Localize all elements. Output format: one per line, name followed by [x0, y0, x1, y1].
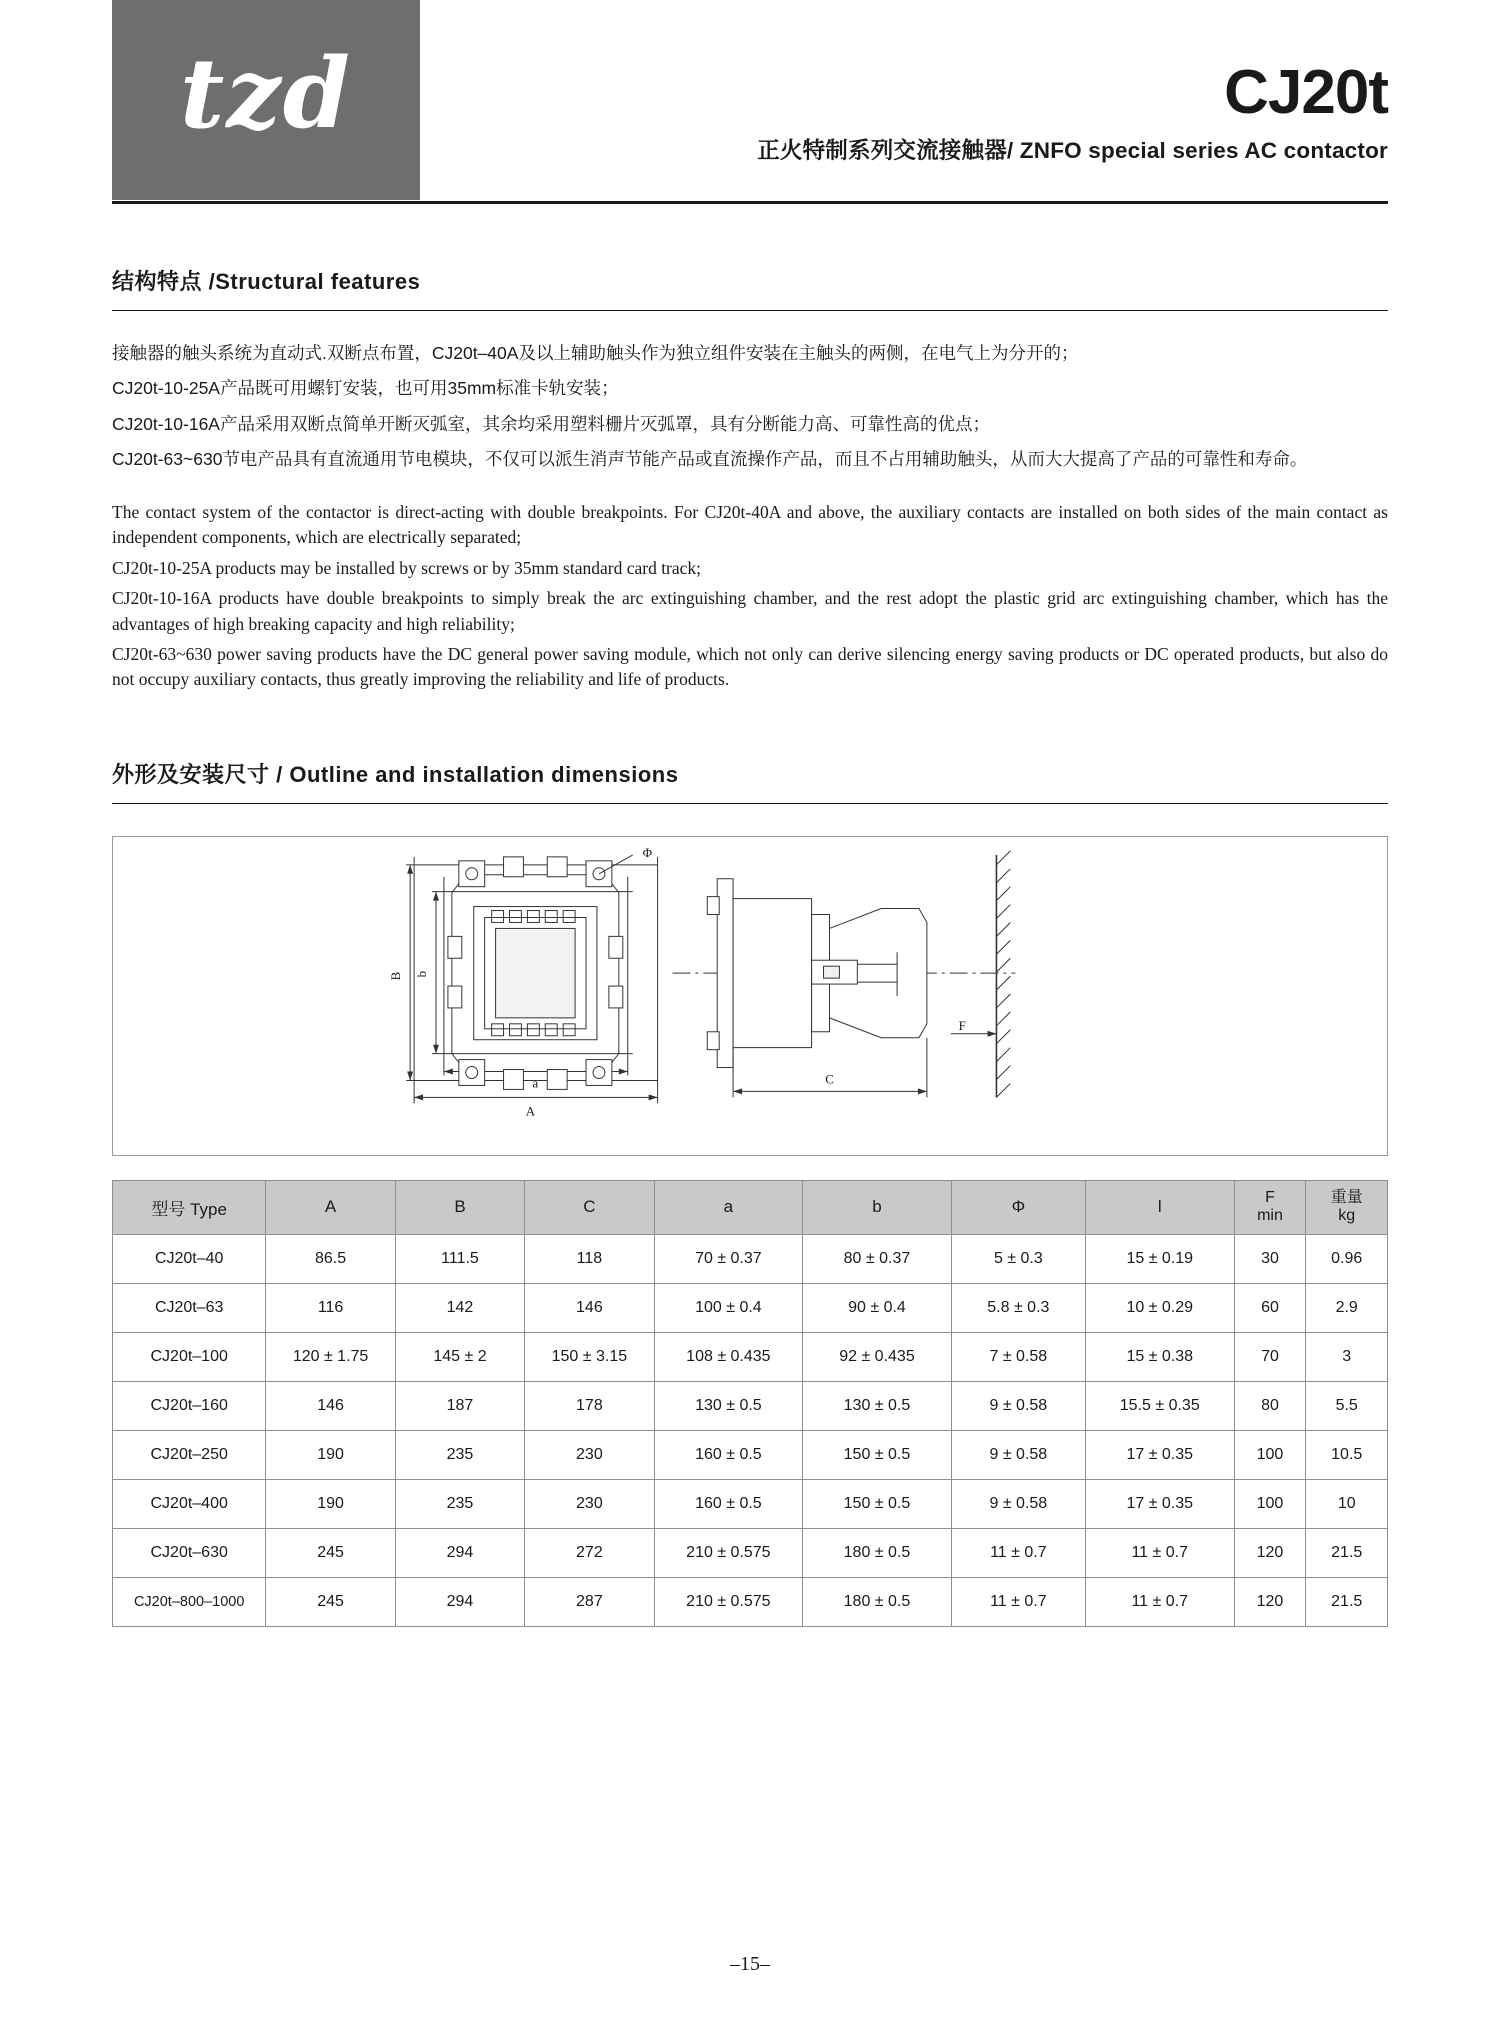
cell-phi: 11 ± 0.7: [951, 1528, 1085, 1577]
cell-B: 142: [395, 1283, 524, 1332]
header-f-min: [1234, 1180, 1306, 1234]
cell-a: 160 ± 0.5: [654, 1430, 803, 1479]
cell-b: 150 ± 0.5: [803, 1479, 952, 1528]
cell-type: CJ20t–400: [113, 1479, 266, 1528]
cell-C: 272: [525, 1528, 654, 1577]
cell-phi: 7 ± 0.58: [951, 1332, 1085, 1381]
label-B: B: [388, 971, 404, 981]
cell-B: 294: [395, 1528, 524, 1577]
product-subtitle: 正火特制系列交流接触器/ ZNFO special series AC contactor: [757, 138, 1388, 164]
cell-C: 230: [525, 1430, 654, 1479]
cell-phi: 5 ± 0.3: [951, 1234, 1085, 1283]
cn-paragraph: CJ20t-63~630节电产品具有直流通用节电模块，不仅可以派生消声节能产品或直流操作产品，而且不占用辅助触头，从而大大提高了产品的可靠性和寿命。: [112, 448, 1308, 469]
page-number: –15–: [730, 1953, 770, 1975]
cn-paragraph: 接触器的触头系统为直动式.双断点布置，CJ20t–40A及以上辅助触头作为独立组件安装在主触头的两侧，在电气上为分开的；: [112, 343, 1079, 363]
cell-type: CJ20t–160: [113, 1381, 266, 1430]
cell-B: 235: [395, 1479, 524, 1528]
cell-l: 11 ± 0.7: [1085, 1528, 1234, 1577]
header-a: a: [654, 1180, 803, 1234]
cell-C: 287: [525, 1577, 654, 1626]
cell-C: 146: [525, 1283, 654, 1332]
header-C: C: [525, 1180, 654, 1234]
header-b: b: [803, 1180, 952, 1234]
structural-features-divider: [112, 310, 1388, 311]
cell-phi: 11 ± 0.7: [951, 1577, 1085, 1626]
cell-b: 130 ± 0.5: [803, 1381, 952, 1430]
brand-logo-block: [112, 0, 420, 200]
header-weight: [1306, 1180, 1388, 1234]
outline-dimensions-section: [112, 698, 1388, 804]
header-type: 型号 Type: [113, 1180, 266, 1234]
cell-type: CJ20t–250: [113, 1430, 266, 1479]
header-title-group: [757, 60, 1388, 165]
cell-weight: 5.5: [1306, 1381, 1388, 1430]
header-f-line2: min: [1257, 1207, 1283, 1225]
cell-A: 116: [266, 1283, 395, 1332]
cell-fmin: 70: [1234, 1332, 1306, 1381]
table-row: [113, 1430, 1388, 1479]
cell-B: 187: [395, 1381, 524, 1430]
brand-logo-text: tzd: [180, 37, 352, 150]
cell-weight: 21.5: [1306, 1577, 1388, 1626]
cell-weight: 0.96: [1306, 1234, 1388, 1283]
header-B: B: [395, 1180, 524, 1234]
cell-phi: 5.8 ± 0.3: [951, 1283, 1085, 1332]
table-row: [113, 1528, 1388, 1577]
cell-b: 150 ± 0.5: [803, 1430, 952, 1479]
cell-l: 11 ± 0.7: [1085, 1577, 1234, 1626]
table-row: [113, 1332, 1388, 1381]
cell-weight: 10.5: [1306, 1430, 1388, 1479]
cell-A: 245: [266, 1577, 395, 1626]
cell-fmin: 80: [1234, 1381, 1306, 1430]
cn-paragraph: CJ20t-10-16A产品采用双断点简单开断灭弧室，其余均采用塑料栅片灭弧罩，具有分断能力高、可靠性高的优点；: [112, 413, 990, 434]
cell-type: CJ20t–40: [113, 1234, 266, 1283]
structural-features-section: [112, 205, 1388, 693]
cell-weight: 10: [1306, 1479, 1388, 1528]
label-A: A: [525, 1102, 536, 1118]
table-row: [113, 1479, 1388, 1528]
label-F: F: [958, 1017, 966, 1033]
cell-weight: 2.9: [1306, 1283, 1388, 1332]
cell-A: 190: [266, 1430, 395, 1479]
cell-C: 230: [525, 1479, 654, 1528]
dimension-table-head: [113, 1180, 1388, 1234]
cell-l: 17 ± 0.35: [1085, 1479, 1234, 1528]
cell-A: 86.5: [266, 1234, 395, 1283]
page-header: [0, 0, 1500, 205]
table-header-row: [113, 1180, 1388, 1234]
label-phi: Φ: [642, 844, 653, 860]
contactor-outline-drawing: [113, 837, 1387, 1155]
cell-l: 10 ± 0.29: [1085, 1283, 1234, 1332]
label-a: a: [532, 1075, 539, 1091]
cell-a: 108 ± 0.435: [654, 1332, 803, 1381]
structural-features-title: 结构特点 /Structural features: [112, 269, 421, 294]
cell-l: 15 ± 0.19: [1085, 1234, 1234, 1283]
cn-paragraph: CJ20t-10-25A产品既可用螺钉安装，也可用35mm标准卡轨安装；: [112, 378, 619, 399]
cell-l: 15 ± 0.38: [1085, 1332, 1234, 1381]
cell-a: 70 ± 0.37: [654, 1234, 803, 1283]
cell-b: 80 ± 0.37: [803, 1234, 952, 1283]
cell-phi: 9 ± 0.58: [951, 1381, 1085, 1430]
cell-l: 17 ± 0.35: [1085, 1430, 1234, 1479]
structural-features-chinese-body: [112, 337, 1388, 476]
header-phi: Φ: [951, 1180, 1085, 1234]
en-paragraph: CJ20t-10-16A products have double breakpoints to simply break the arc extinguishing chamber, and the rest adopt the plastic grid arc extinguishing chamber, which has the advantages of high breaking capacity and high reliability;: [112, 588, 1388, 634]
outline-dimensions-title: 外形及安装尺寸 / Outline and installation dimensions: [112, 761, 679, 787]
en-paragraph: The contact system of the contactor is direct-acting with double breakpoints. For CJ20t-40A and above, the auxiliary contacts are installed on both sides of the main contact as independent components, which are electrically separated;: [112, 502, 1388, 548]
cell-C: 150 ± 3.15: [525, 1332, 654, 1381]
cell-A: 190: [266, 1479, 395, 1528]
cell-fmin: 120: [1234, 1577, 1306, 1626]
cell-A: 120 ± 1.75: [266, 1332, 395, 1381]
cell-fmin: 30: [1234, 1234, 1306, 1283]
cell-B: 235: [395, 1430, 524, 1479]
header-f-line1: F: [1265, 1188, 1275, 1206]
cell-a: 130 ± 0.5: [654, 1381, 803, 1430]
cell-a: 160 ± 0.5: [654, 1479, 803, 1528]
cell-C: 178: [525, 1381, 654, 1430]
cell-type: CJ20t–630: [113, 1528, 266, 1577]
table-row: [113, 1381, 1388, 1430]
en-paragraph: CJ20t-10-25A products may be installed by screws or by 35mm standard card track;: [112, 557, 702, 578]
dimension-table: [112, 1180, 1388, 1627]
cell-type: CJ20t–800–1000: [113, 1577, 266, 1626]
cell-a: 210 ± 0.575: [654, 1577, 803, 1626]
cell-fmin: 100: [1234, 1479, 1306, 1528]
dimension-table-body: [113, 1234, 1388, 1626]
header-divider: [112, 201, 1388, 204]
label-C: C: [825, 1071, 834, 1087]
cell-A: 245: [266, 1528, 395, 1577]
header-A: A: [266, 1180, 395, 1234]
cell-l: 15.5 ± 0.35: [1085, 1381, 1234, 1430]
cell-weight: 21.5: [1306, 1528, 1388, 1577]
table-row: [113, 1577, 1388, 1626]
structural-features-english-body: [112, 500, 1388, 693]
cell-C: 118: [525, 1234, 654, 1283]
table-row: [113, 1283, 1388, 1332]
cell-b: 180 ± 0.5: [803, 1577, 952, 1626]
cell-a: 210 ± 0.575: [654, 1528, 803, 1577]
cell-b: 90 ± 0.4: [803, 1283, 952, 1332]
en-paragraph: CJ20t-63~630 power saving products have the DC general power saving module, which not only can derive silencing energy saving products or DC operated products, but also do not occupy auxiliary contacts, thus greatly improving the reliability and life of products.: [112, 643, 1388, 690]
technical-drawing-container: [112, 836, 1388, 1156]
header-weight-line1: 重量: [1330, 1188, 1363, 1206]
cell-fmin: 60: [1234, 1283, 1306, 1332]
cell-B: 145 ± 2: [395, 1332, 524, 1381]
cell-B: 111.5: [395, 1234, 524, 1283]
outline-dimensions-divider: [112, 803, 1388, 804]
cell-a: 100 ± 0.4: [654, 1283, 803, 1332]
table-row: [113, 1234, 1388, 1283]
header-weight-line2: kg: [1338, 1207, 1356, 1225]
cell-phi: 9 ± 0.58: [951, 1479, 1085, 1528]
header-l: l: [1085, 1180, 1234, 1234]
cell-fmin: 120: [1234, 1528, 1306, 1577]
cell-fmin: 100: [1234, 1430, 1306, 1479]
cell-b: 180 ± 0.5: [803, 1528, 952, 1577]
product-code: CJ20t: [1224, 58, 1388, 127]
cell-weight: 3: [1306, 1332, 1388, 1381]
cell-A: 146: [266, 1381, 395, 1430]
cell-B: 294: [395, 1577, 524, 1626]
cell-phi: 9 ± 0.58: [951, 1430, 1085, 1479]
label-b: b: [414, 970, 430, 977]
cell-type: CJ20t–63: [113, 1283, 266, 1332]
cell-b: 92 ± 0.435: [803, 1332, 952, 1381]
cell-type: CJ20t–100: [113, 1332, 266, 1381]
